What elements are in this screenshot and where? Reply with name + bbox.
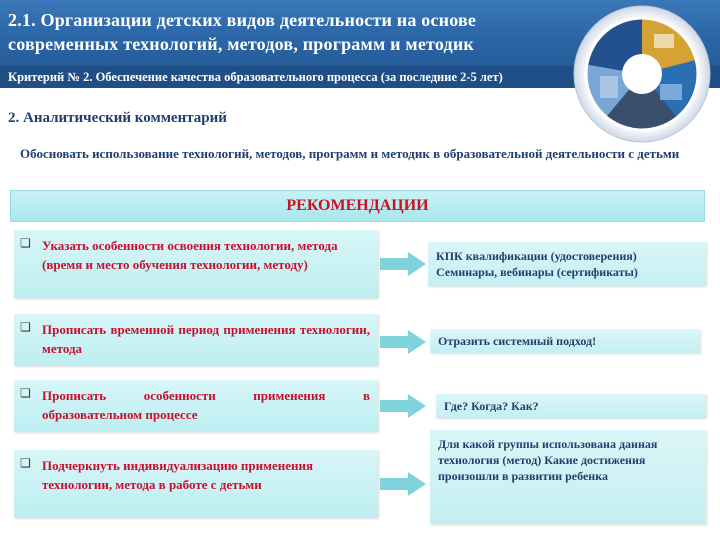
- result-box-1: [428, 242, 706, 286]
- recommendations-header: [10, 190, 705, 222]
- circular-photo-logo: [572, 4, 712, 144]
- result-text-2: Отразить системный подход!: [438, 334, 597, 348]
- right-arrow-icon: [380, 472, 426, 496]
- checkbox-bullet-icon: ❏: [20, 236, 31, 250]
- page-title-line1: 2.1. Организации детских видов деятельности на основе: [8, 10, 477, 30]
- criteria-text: Критерий № 2. Обеспечение качества образовательного процесса (за последние 2-5 лет): [8, 70, 503, 84]
- recommendation-item-1: [14, 230, 378, 298]
- recommendation-text-4: Подчеркнуть индивидуализацию применения технологии, метода в работе с детьми: [42, 458, 313, 492]
- recommendation-item-4: [14, 450, 378, 518]
- recommendation-item-2: [14, 314, 378, 366]
- result-box-2: [430, 329, 700, 353]
- right-arrow-icon: [380, 252, 426, 276]
- recommendations-title: РЕКОМЕНДАЦИИ: [286, 197, 429, 214]
- result-box-3: [436, 394, 706, 418]
- recommendation-item-3: [14, 380, 378, 432]
- checkbox-bullet-icon: ❏: [20, 386, 31, 400]
- right-arrow-icon: [380, 394, 426, 418]
- checkbox-bullet-icon: ❏: [20, 456, 31, 470]
- right-arrow-icon: [380, 330, 426, 354]
- page-title-line2: современных технологий, методов, программ и методик: [8, 34, 474, 54]
- result-text-1: КПК квалификации (удостоверения) Семинары, вебинары (сертификаты): [436, 249, 638, 279]
- recommendation-text-3: Прописать особенности применения в образовательном процессе: [42, 388, 370, 422]
- result-box-4: [430, 430, 706, 524]
- section-heading: 2. Аналитический комментарий: [8, 110, 227, 126]
- result-text-4: Для какой группы использована данная технология (метод) Какие достижения произошли в развитии ребенка: [438, 437, 658, 483]
- recommendation-text-2: Прописать временной период применения технологии, метода: [42, 322, 370, 356]
- recommendation-text-1: Указать особенности освоения технологии, метода (время и место обучения технологии, методу): [42, 238, 338, 272]
- page-title: [8, 8, 568, 56]
- result-text-3: Где? Когда? Как?: [444, 399, 539, 413]
- checkbox-bullet-icon: ❏: [20, 320, 31, 334]
- intro-text: Обосновать использование технологий, методов, программ и методик в образовательной деятельности с детьми: [20, 146, 680, 161]
